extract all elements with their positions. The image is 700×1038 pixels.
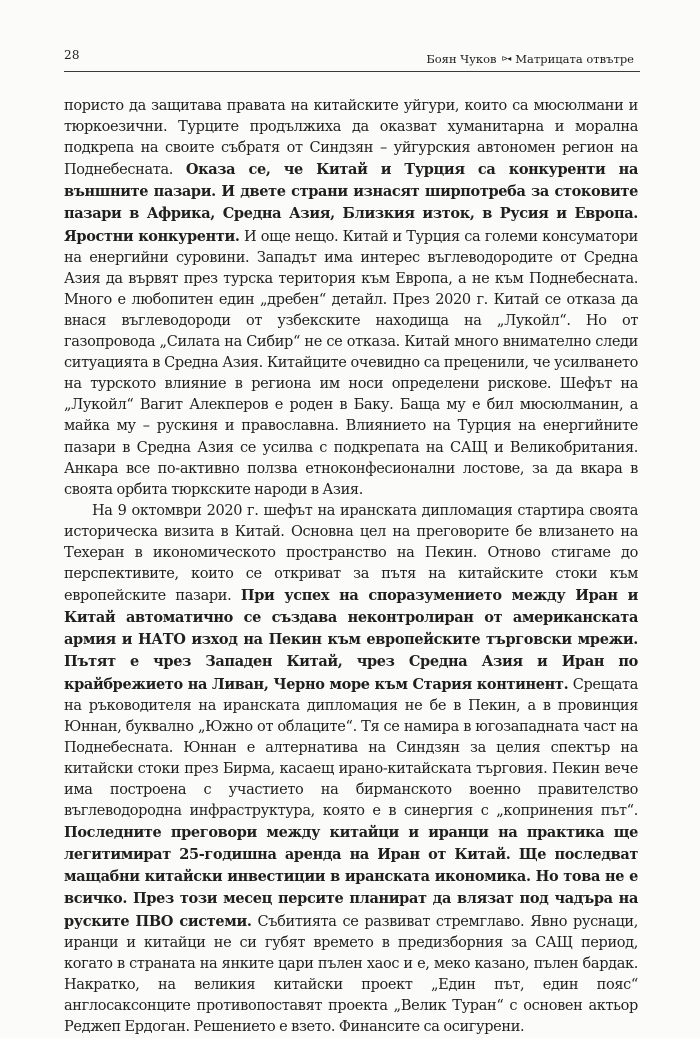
text-segment: пористо да защитава правата на китайските уйгури, които са мюсюлмани и тюркоезични. Турците продължиха да оказват хуманитарна и морална подкрепа на своите събратя от Синдзян – уйгурския автономен регион на Поднебесната. [64, 98, 638, 179]
header-author: Боян Чуков [426, 52, 497, 66]
text-segment: Срещата на ръководителя на иранската дипломация не бе в Пекин, а в провинция Юннан, буквално „Южно от облаците“. Тя се намира в югозападната част на Поднебесната. Юннан е алтернатива на Синдзян за целия спектър на китайски стоки през Бирма, касаещ ирано-китайската търговия. Пекин вече има построена с участието на бирманското военно правителство въглеводородна инфраструктура, която е в синергия с „копринения път“. [64, 676, 639, 820]
paragraph [64, 96, 638, 501]
bold-text-segment: Оказа се, че Китай и Турция са конкуренти на външните пазари. И двете страни изнасят ширпотреба за стоковите пазари в Африка, Средна Азия, Близкия изток, в Русия и Европа. Яростни конкуренти. [64, 161, 638, 245]
text-segment: И още нещо. Китай и Турция са големи консуматори на енергийни суровини. Западът има интерес въглеводородите от Средна Азия да вървят през турска територия към Европа, а не към Поднебесната. Много е любопитен един „дребен“ детайл. През 2020 г. Китай се отказа да внася въглеводороди от узбекските находища на „Лукойл“. Но от газопровода „Силата на Сибир“ не се отказа. Китай много внимателно следи ситуацията в Средна Азия. Китайците очевидно са преценили, че усилването на турското влияние в региона им носи определени рискове. Шефът на „Лукойл“ Вагит Алекперов е роден в Баку. Баща му е бил мюсюлманин, а майка му – рускиня и православна. Влиянието на Турция на енергийните пазари в Средна Азия се усилва с подкрепата на САЩ и Великобритания. Анкара все по-активно ползва етноконфесионални лостове, за да вкара в своята орбита тюркските народи в Азия. [64, 228, 638, 498]
header-rule [64, 71, 640, 72]
page-number: 28 [64, 48, 80, 62]
paragraph [64, 501, 638, 1038]
text-segment: Събитията се развиват стремглаво. Явно руснаци, иранци и китайци не си губят времето в предизборния за САЩ период, когато в страната на янките цари пълен хаос и е, меко казано, пълен бардак. Накратко, на великия китайски проект „Един път, един пояс“ англосаксонците противопоставят проекта „Велик Туран“ с основен актьор Реджеп Ердоган. Решението е взето. Финансите са осигурени. [64, 913, 638, 1036]
bold-text-segment: Последните преговори между китайци и иранци на практика ще легитимират 25-годишна аренда на Иран от Китай. Ще последват мащабни китайски инвестиции в иранската икономика. Но това не е всичко. През този месец персите планират да влязат под чадъра на руските ПВО системи. [64, 824, 638, 930]
header-book-title: Матрицата отвътре [515, 52, 634, 66]
bold-text-segment: При успех на споразумението между Иран и Китай автоматично се създава неконтролиран от американската армия и НАТО изход на Пекин към европейските търговски мрежи. Пътят е чрез Западен Китай, чрез Средна Азия и Иран по крайбрежието на Ливан, Черно море към Стария континент. [64, 587, 638, 693]
body-text [64, 96, 638, 1038]
text-segment: На 9 октомври 2020 г. шефът на иранската дипломация стартира своята историческа визита в Китай. Основна цел на преговорите бе влизането на Техеран в икономическото пространство на Пекин. Отново стигаме до перспективите, които се откриват за пътя на китайските стоки към европейските пазари. [64, 502, 638, 605]
header-separator-icon: ⊳◂ [501, 53, 511, 63]
running-header [426, 52, 634, 66]
